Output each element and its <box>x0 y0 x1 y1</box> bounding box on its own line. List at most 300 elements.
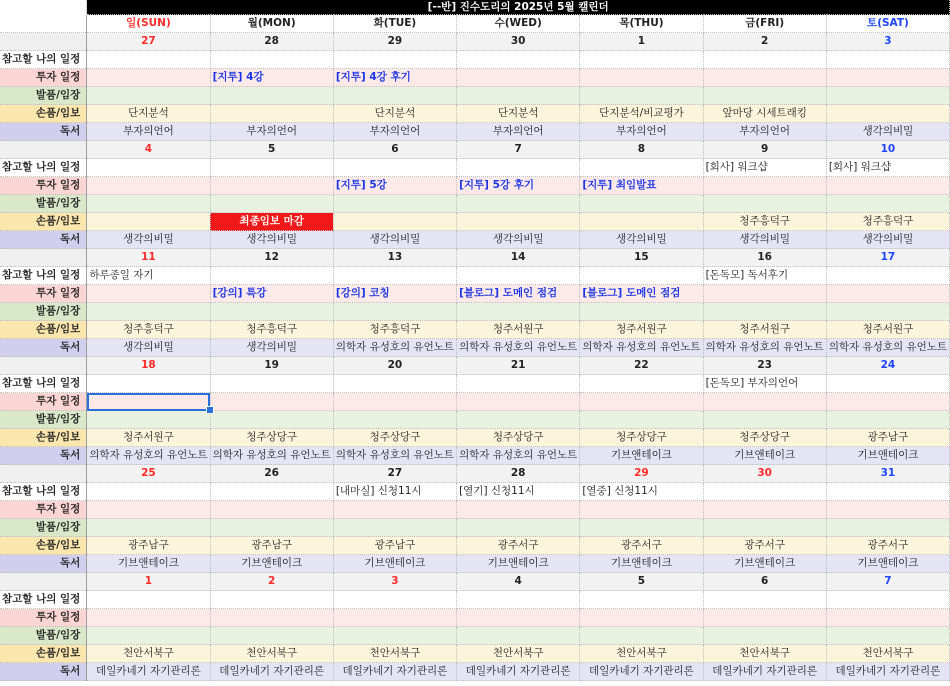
reading-cell[interactable]: 데일카네기 자기관리론 <box>210 663 333 681</box>
ref-schedule-cell[interactable] <box>210 267 333 285</box>
reading-cell[interactable]: 의학자 유성호의 유언노트 <box>333 447 456 465</box>
invest-schedule-cell[interactable] <box>87 609 210 627</box>
ref-schedule-cell[interactable] <box>87 483 210 501</box>
reading-cell[interactable]: 부자의언어 <box>457 123 580 141</box>
day-name-cell[interactable]: 화(TUE) <box>333 15 456 33</box>
invest-schedule-cell[interactable]: [지투] 5강 후기 <box>457 177 580 195</box>
ref-schedule-cell[interactable] <box>580 267 703 285</box>
handson-row <box>0 645 950 663</box>
date-row-label-cell[interactable] <box>0 573 87 591</box>
week-date-row <box>0 465 950 483</box>
reading-cell[interactable]: 데일카네기 자기관리론 <box>703 663 826 681</box>
field-visit-cell[interactable] <box>333 411 456 429</box>
date-cell[interactable]: 7 <box>457 141 580 159</box>
invest-schedule-cell[interactable]: [지투] 5강 <box>333 177 456 195</box>
date-cell[interactable]: 28 <box>210 33 333 51</box>
ref-schedule-cell[interactable]: [열중] 신청11시 <box>580 483 703 501</box>
invest-schedule-cell[interactable] <box>333 393 456 411</box>
invest-row-label: 투자 일정 <box>0 501 87 519</box>
report-cell[interactable]: 청주서원구 <box>457 321 580 339</box>
field-visit-cell[interactable] <box>210 411 333 429</box>
fill-handle[interactable] <box>206 406 214 414</box>
date-cell[interactable]: 1 <box>580 33 703 51</box>
invest-schedule-cell[interactable]: [강의] 코칭 <box>333 285 456 303</box>
date-cell[interactable]: 27 <box>87 33 210 51</box>
field-visit-cell[interactable] <box>826 303 949 321</box>
ref-schedule-cell[interactable] <box>457 159 580 177</box>
report-cell[interactable] <box>457 213 580 231</box>
field-visit-cell[interactable] <box>210 519 333 537</box>
date-cell[interactable]: 13 <box>333 249 456 267</box>
report-cell[interactable]: 천안서북구 <box>826 645 949 663</box>
invest-schedule-cell[interactable]: [지투] 최임발표 <box>580 177 703 195</box>
invest-schedule-cell[interactable] <box>826 501 949 519</box>
report-cell[interactable]: 청주흥덕구 <box>87 321 210 339</box>
report-cell[interactable]: 청주서원구 <box>703 321 826 339</box>
field-visit-cell[interactable] <box>457 87 580 105</box>
field-visit-cell[interactable] <box>457 303 580 321</box>
report-cell[interactable]: 청주상당구 <box>210 429 333 447</box>
date-cell[interactable]: 30 <box>457 33 580 51</box>
report-cell[interactable]: 청주흥덕구 <box>210 321 333 339</box>
invest-schedule-cell[interactable] <box>87 69 210 87</box>
ref-schedule-cell[interactable]: [내마실] 신청11시 <box>333 483 456 501</box>
invest-schedule-cell[interactable] <box>580 609 703 627</box>
handson-row-label: 손품/임보 <box>0 213 87 231</box>
field-visit-cell[interactable] <box>826 195 949 213</box>
report-cell[interactable]: 광주서구 <box>826 537 949 555</box>
field-visit-cell[interactable] <box>826 411 949 429</box>
ref-schedule-cell[interactable] <box>457 267 580 285</box>
field-visit-cell[interactable] <box>703 303 826 321</box>
reading-row-label: 독서 <box>0 123 87 141</box>
reading-cell[interactable]: 의학자 유성호의 유언노트 <box>457 339 580 357</box>
invest-schedule-cell[interactable] <box>826 285 949 303</box>
field-visit-cell[interactable] <box>87 87 210 105</box>
reading-cell[interactable]: 의학자 유성호의 유언노트 <box>703 339 826 357</box>
field-visit-cell[interactable] <box>826 87 949 105</box>
report-cell[interactable]: 청주서원구 <box>826 321 949 339</box>
date-cell[interactable]: 7 <box>826 573 949 591</box>
ref-schedule-cell[interactable] <box>333 375 456 393</box>
date-cell[interactable]: 30 <box>703 465 826 483</box>
report-cell[interactable]: 단지분석 <box>87 105 210 123</box>
reading-cell[interactable]: 부자의언어 <box>703 123 826 141</box>
date-cell[interactable]: 4 <box>87 141 210 159</box>
field-visit-cell[interactable] <box>457 411 580 429</box>
invest-row <box>0 177 950 195</box>
invest-schedule-cell[interactable] <box>703 393 826 411</box>
field-visit-cell[interactable] <box>580 87 703 105</box>
reading-cell[interactable]: 기브앤테이크 <box>87 555 210 573</box>
proposal-row <box>0 195 950 213</box>
reading-cell[interactable]: 생각의비밀 <box>826 123 949 141</box>
field-visit-cell[interactable] <box>87 627 210 645</box>
report-cell[interactable] <box>210 105 333 123</box>
ref-schedule-cell[interactable]: [돈독모] 독서후기 <box>703 267 826 285</box>
field-visit-cell[interactable] <box>333 87 456 105</box>
invest-schedule-cell[interactable] <box>703 285 826 303</box>
field-visit-cell[interactable] <box>580 195 703 213</box>
reading-cell[interactable]: 의학자 유성호의 유언노트 <box>210 447 333 465</box>
date-cell[interactable]: 10 <box>826 141 949 159</box>
ref-schedule-cell[interactable] <box>703 51 826 69</box>
reading-row <box>0 447 950 465</box>
proposal-row-label: 발품/임장 <box>0 519 87 537</box>
field-visit-cell[interactable] <box>87 303 210 321</box>
field-visit-cell[interactable] <box>457 519 580 537</box>
field-visit-cell[interactable] <box>580 627 703 645</box>
date-cell[interactable]: 16 <box>703 249 826 267</box>
week-date-row <box>0 33 950 51</box>
invest-schedule-cell[interactable] <box>703 501 826 519</box>
invest-schedule-cell[interactable] <box>703 177 826 195</box>
reading-cell[interactable]: 생각의비밀 <box>87 339 210 357</box>
ref-schedule-cell[interactable] <box>826 591 949 609</box>
report-cell[interactable]: 최종임보 마감 <box>210 213 333 231</box>
date-cell[interactable]: 17 <box>826 249 949 267</box>
invest-schedule-cell[interactable] <box>87 177 210 195</box>
report-cell[interactable]: 청주서원구 <box>580 321 703 339</box>
ref-schedule-cell[interactable] <box>210 159 333 177</box>
reading-cell[interactable]: 기브앤테이크 <box>580 447 703 465</box>
reading-cell[interactable]: 기브앤테이크 <box>457 555 580 573</box>
date-cell[interactable]: 15 <box>580 249 703 267</box>
date-cell[interactable]: 6 <box>333 141 456 159</box>
week-date-row <box>0 249 950 267</box>
reading-cell[interactable]: 부자의언어 <box>210 123 333 141</box>
date-cell[interactable]: 25 <box>87 465 210 483</box>
report-cell[interactable]: 천안서북구 <box>580 645 703 663</box>
field-visit-cell[interactable] <box>457 627 580 645</box>
report-cell[interactable]: 광주남구 <box>87 537 210 555</box>
field-visit-cell[interactable] <box>210 87 333 105</box>
ref-schedule-cell[interactable]: [회사] 워크샵 <box>826 159 949 177</box>
report-cell[interactable]: 광주서구 <box>457 537 580 555</box>
ref-schedule-cell[interactable] <box>87 159 210 177</box>
report-cell[interactable]: 청주흥덕구 <box>703 213 826 231</box>
ref-schedule-cell[interactable] <box>333 159 456 177</box>
report-cell[interactable]: 청주상당구 <box>580 429 703 447</box>
report-cell[interactable]: 청주상당구 <box>703 429 826 447</box>
field-visit-cell[interactable] <box>210 303 333 321</box>
invest-schedule-cell[interactable] <box>333 501 456 519</box>
ref-schedule-cell[interactable] <box>210 483 333 501</box>
date-cell[interactable]: 31 <box>826 465 949 483</box>
reading-cell[interactable]: 생각의비밀 <box>87 231 210 249</box>
invest-schedule-cell[interactable]: [블로그] 도메인 점검 <box>457 285 580 303</box>
invest-schedule-cell[interactable] <box>333 609 456 627</box>
field-visit-cell[interactable] <box>703 411 826 429</box>
invest-schedule-cell[interactable] <box>703 69 826 87</box>
ref-schedule-cell[interactable] <box>580 51 703 69</box>
ref-schedule-cell[interactable] <box>703 591 826 609</box>
title-row <box>0 0 950 15</box>
report-cell[interactable] <box>87 213 210 231</box>
report-cell[interactable]: 청주상당구 <box>333 429 456 447</box>
date-cell[interactable]: 28 <box>457 465 580 483</box>
ref-schedule-cell[interactable] <box>826 483 949 501</box>
reading-cell[interactable]: 기브앤테이크 <box>826 447 949 465</box>
report-cell[interactable]: 광주남구 <box>826 429 949 447</box>
ref-schedule-cell[interactable] <box>210 375 333 393</box>
field-visit-cell[interactable] <box>826 519 949 537</box>
ref-schedule-cell[interactable]: [돈독모] 부자의언어 <box>703 375 826 393</box>
field-visit-cell[interactable] <box>580 303 703 321</box>
date-cell[interactable]: 8 <box>580 141 703 159</box>
date-cell[interactable]: 5 <box>580 573 703 591</box>
reading-cell[interactable]: 의학자 유성호의 유언노트 <box>333 339 456 357</box>
date-cell[interactable]: 22 <box>580 357 703 375</box>
report-cell[interactable]: 광주남구 <box>210 537 333 555</box>
field-visit-cell[interactable] <box>703 195 826 213</box>
date-row-label-cell[interactable] <box>0 141 87 159</box>
report-cell[interactable]: 천안서북구 <box>333 645 456 663</box>
invest-schedule-cell[interactable] <box>210 501 333 519</box>
day-name-row <box>0 15 950 33</box>
reading-cell[interactable]: 의학자 유성호의 유언노트 <box>580 339 703 357</box>
report-cell[interactable]: 청주흥덕구 <box>826 213 949 231</box>
date-cell[interactable]: 21 <box>457 357 580 375</box>
date-cell[interactable]: 2 <box>703 33 826 51</box>
day-name-cell[interactable]: 월(MON) <box>210 15 333 33</box>
day-name-cell[interactable]: 금(FRI) <box>703 15 826 33</box>
report-cell[interactable]: 천안서북구 <box>703 645 826 663</box>
field-visit-cell[interactable] <box>703 627 826 645</box>
invest-schedule-cell[interactable] <box>826 69 949 87</box>
reading-row <box>0 231 950 249</box>
field-visit-cell[interactable] <box>333 627 456 645</box>
date-cell[interactable]: 24 <box>826 357 949 375</box>
ref-schedule-cell[interactable] <box>333 51 456 69</box>
invest-schedule-cell[interactable] <box>87 501 210 519</box>
reading-cell[interactable]: 생각의비밀 <box>210 231 333 249</box>
week-date-row <box>0 141 950 159</box>
invest-schedule-cell[interactable] <box>87 285 210 303</box>
day-name-label-cell[interactable] <box>0 15 87 33</box>
report-cell[interactable]: 청주상당구 <box>457 429 580 447</box>
date-cell[interactable]: 1 <box>87 573 210 591</box>
date-cell[interactable]: 23 <box>703 357 826 375</box>
field-visit-cell[interactable] <box>457 195 580 213</box>
invest-schedule-cell[interactable] <box>580 69 703 87</box>
ref-schedule-cell[interactable] <box>333 591 456 609</box>
invest-schedule-cell[interactable]: [지투] 4강 후기 <box>333 69 456 87</box>
field-visit-cell[interactable] <box>87 411 210 429</box>
calendar-title[interactable]: [--반] 진수도리의 2025년 5월 캘린더 <box>87 0 950 15</box>
date-row-label-cell[interactable] <box>0 357 87 375</box>
report-cell[interactable]: 광주서구 <box>580 537 703 555</box>
handson-row-label: 손품/임보 <box>0 645 87 663</box>
day-name-cell[interactable]: 일(SUN) <box>87 15 210 33</box>
invest-row <box>0 501 950 519</box>
report-cell[interactable]: 단지분석/비교평가 <box>580 105 703 123</box>
handson-row-label: 손품/임보 <box>0 321 87 339</box>
report-cell[interactable]: 천안서북구 <box>457 645 580 663</box>
reading-cell[interactable]: 기브앤테이크 <box>826 555 949 573</box>
day-name-cell[interactable]: 목(THU) <box>580 15 703 33</box>
ref-schedule-cell[interactable]: [회사] 워크샵 <box>703 159 826 177</box>
invest-schedule-cell[interactable] <box>457 393 580 411</box>
reading-cell[interactable]: 의학자 유성호의 유언노트 <box>87 447 210 465</box>
date-cell[interactable]: 20 <box>333 357 456 375</box>
week-date-row <box>0 357 950 375</box>
invest-schedule-cell[interactable] <box>826 609 949 627</box>
ref-schedule-cell[interactable] <box>87 591 210 609</box>
reading-cell[interactable]: 생각의비밀 <box>826 231 949 249</box>
ref-schedule-cell[interactable] <box>826 51 949 69</box>
invest-schedule-cell[interactable] <box>457 609 580 627</box>
invest-schedule-cell[interactable]: [블로그] 도메인 점검 <box>580 285 703 303</box>
date-cell[interactable]: 19 <box>210 357 333 375</box>
reading-cell[interactable]: 데일카네기 자기관리론 <box>87 663 210 681</box>
proposal-row-label: 발품/임장 <box>0 195 87 213</box>
invest-schedule-cell[interactable]: [지투] 4강 <box>210 69 333 87</box>
invest-schedule-cell[interactable] <box>826 177 949 195</box>
ref-schedule-cell[interactable] <box>333 267 456 285</box>
day-name-cell[interactable]: 수(WED) <box>457 15 580 33</box>
invest-schedule-cell[interactable] <box>210 393 333 411</box>
reading-cell[interactable]: 기브앤테이크 <box>580 555 703 573</box>
date-cell[interactable]: 6 <box>703 573 826 591</box>
reading-cell[interactable]: 생각의비밀 <box>333 231 456 249</box>
invest-schedule-cell[interactable] <box>826 393 949 411</box>
reading-cell[interactable]: 생각의비밀 <box>703 231 826 249</box>
field-visit-cell[interactable] <box>703 87 826 105</box>
date-cell[interactable]: 3 <box>333 573 456 591</box>
ref-schedule-cell[interactable] <box>580 159 703 177</box>
report-cell[interactable]: 단지분석 <box>457 105 580 123</box>
ref-schedule-cell[interactable]: 하루종일 자기 <box>87 267 210 285</box>
field-visit-cell[interactable] <box>826 627 949 645</box>
report-cell[interactable]: 천안서북구 <box>210 645 333 663</box>
invest-schedule-cell[interactable] <box>457 69 580 87</box>
reading-cell[interactable]: 의학자 유성호의 유언노트 <box>826 339 949 357</box>
date-cell[interactable]: 18 <box>87 357 210 375</box>
invest-schedule-cell[interactable]: [강의] 특강 <box>210 285 333 303</box>
ref-schedule-cell[interactable] <box>457 375 580 393</box>
field-visit-cell[interactable] <box>333 195 456 213</box>
invest-schedule-cell[interactable] <box>210 609 333 627</box>
report-cell[interactable]: 광주남구 <box>333 537 456 555</box>
ref-row <box>0 591 950 609</box>
report-cell[interactable]: 천안서북구 <box>87 645 210 663</box>
handson-row-label: 손품/임보 <box>0 105 87 123</box>
ref-schedule-cell[interactable] <box>210 591 333 609</box>
reading-row-label: 독서 <box>0 447 87 465</box>
report-cell[interactable]: 단지분석 <box>333 105 456 123</box>
reading-cell[interactable]: 생각의비밀 <box>457 231 580 249</box>
date-cell[interactable]: 5 <box>210 141 333 159</box>
reading-cell[interactable]: 데일카네기 자기관리론 <box>457 663 580 681</box>
reading-cell[interactable]: 부자의언어 <box>333 123 456 141</box>
reading-cell[interactable]: 부자의언어 <box>87 123 210 141</box>
date-cell[interactable]: 29 <box>580 465 703 483</box>
reading-cell[interactable]: 기브앤테이크 <box>703 555 826 573</box>
date-cell[interactable]: 3 <box>826 33 949 51</box>
field-visit-cell[interactable] <box>333 519 456 537</box>
report-cell[interactable]: 청주서원구 <box>87 429 210 447</box>
reading-cell[interactable]: 기브앤테이크 <box>210 555 333 573</box>
ref-schedule-cell[interactable] <box>457 591 580 609</box>
date-cell[interactable]: 29 <box>333 33 456 51</box>
date-cell[interactable]: 4 <box>457 573 580 591</box>
reading-cell[interactable]: 기브앤테이크 <box>703 447 826 465</box>
day-name-cell[interactable]: 토(SAT) <box>826 15 949 33</box>
handson-row <box>0 105 950 123</box>
field-visit-cell[interactable] <box>210 195 333 213</box>
reading-row <box>0 339 950 357</box>
field-visit-cell[interactable] <box>210 627 333 645</box>
reading-cell[interactable]: 데일카네기 자기관리론 <box>580 663 703 681</box>
invest-row <box>0 393 950 411</box>
report-cell[interactable] <box>580 213 703 231</box>
ref-schedule-cell[interactable] <box>87 375 210 393</box>
ref-schedule-cell[interactable] <box>580 375 703 393</box>
report-cell[interactable]: 청주흥덕구 <box>333 321 456 339</box>
ref-row-label: 참고할 나의 일정 <box>0 159 87 177</box>
field-visit-cell[interactable] <box>580 411 703 429</box>
date-row-label-cell[interactable] <box>0 249 87 267</box>
invest-schedule-cell[interactable] <box>703 609 826 627</box>
ref-schedule-cell[interactable] <box>703 483 826 501</box>
report-cell[interactable] <box>826 105 949 123</box>
ref-schedule-cell[interactable]: [열기] 신청11시 <box>457 483 580 501</box>
ref-schedule-cell[interactable] <box>580 591 703 609</box>
date-cell[interactable]: 12 <box>210 249 333 267</box>
ref-schedule-cell[interactable] <box>826 375 949 393</box>
reading-cell[interactable]: 의학자 유성호의 유언노트 <box>457 447 580 465</box>
proposal-row-label: 발품/임장 <box>0 627 87 645</box>
reading-cell[interactable]: 생각의비밀 <box>580 231 703 249</box>
invest-schedule-cell[interactable] <box>87 393 210 411</box>
ref-schedule-cell[interactable] <box>457 51 580 69</box>
report-cell[interactable]: 광주서구 <box>703 537 826 555</box>
ref-schedule-cell[interactable] <box>210 51 333 69</box>
field-visit-cell[interactable] <box>333 303 456 321</box>
field-visit-cell[interactable] <box>87 519 210 537</box>
invest-schedule-cell[interactable] <box>580 393 703 411</box>
date-row-label-cell[interactable] <box>0 465 87 483</box>
invest-schedule-cell[interactable] <box>457 501 580 519</box>
date-cell[interactable]: 2 <box>210 573 333 591</box>
report-cell[interactable] <box>333 213 456 231</box>
report-cell[interactable]: 앞마당 시세트래킹 <box>703 105 826 123</box>
invest-schedule-cell[interactable] <box>580 501 703 519</box>
ref-schedule-cell[interactable] <box>826 267 949 285</box>
date-cell[interactable]: 27 <box>333 465 456 483</box>
field-visit-cell[interactable] <box>87 195 210 213</box>
reading-cell[interactable]: 데일카네기 자기관리론 <box>826 663 949 681</box>
ref-schedule-cell[interactable] <box>87 51 210 69</box>
reading-cell[interactable]: 생각의비밀 <box>210 339 333 357</box>
date-row-label-cell[interactable] <box>0 33 87 51</box>
handson-row <box>0 321 950 339</box>
invest-schedule-cell[interactable] <box>210 177 333 195</box>
handson-row-label: 손품/임보 <box>0 429 87 447</box>
reading-cell[interactable]: 부자의언어 <box>580 123 703 141</box>
date-cell[interactable]: 11 <box>87 249 210 267</box>
date-cell[interactable]: 9 <box>703 141 826 159</box>
invest-row-label: 투자 일정 <box>0 177 87 195</box>
field-visit-cell[interactable] <box>703 519 826 537</box>
date-cell[interactable]: 26 <box>210 465 333 483</box>
field-visit-cell[interactable] <box>580 519 703 537</box>
corner-cell[interactable] <box>0 0 87 15</box>
reading-cell[interactable]: 기브앤테이크 <box>333 555 456 573</box>
reading-cell[interactable]: 데일카네기 자기관리론 <box>333 663 456 681</box>
date-cell[interactable]: 14 <box>457 249 580 267</box>
